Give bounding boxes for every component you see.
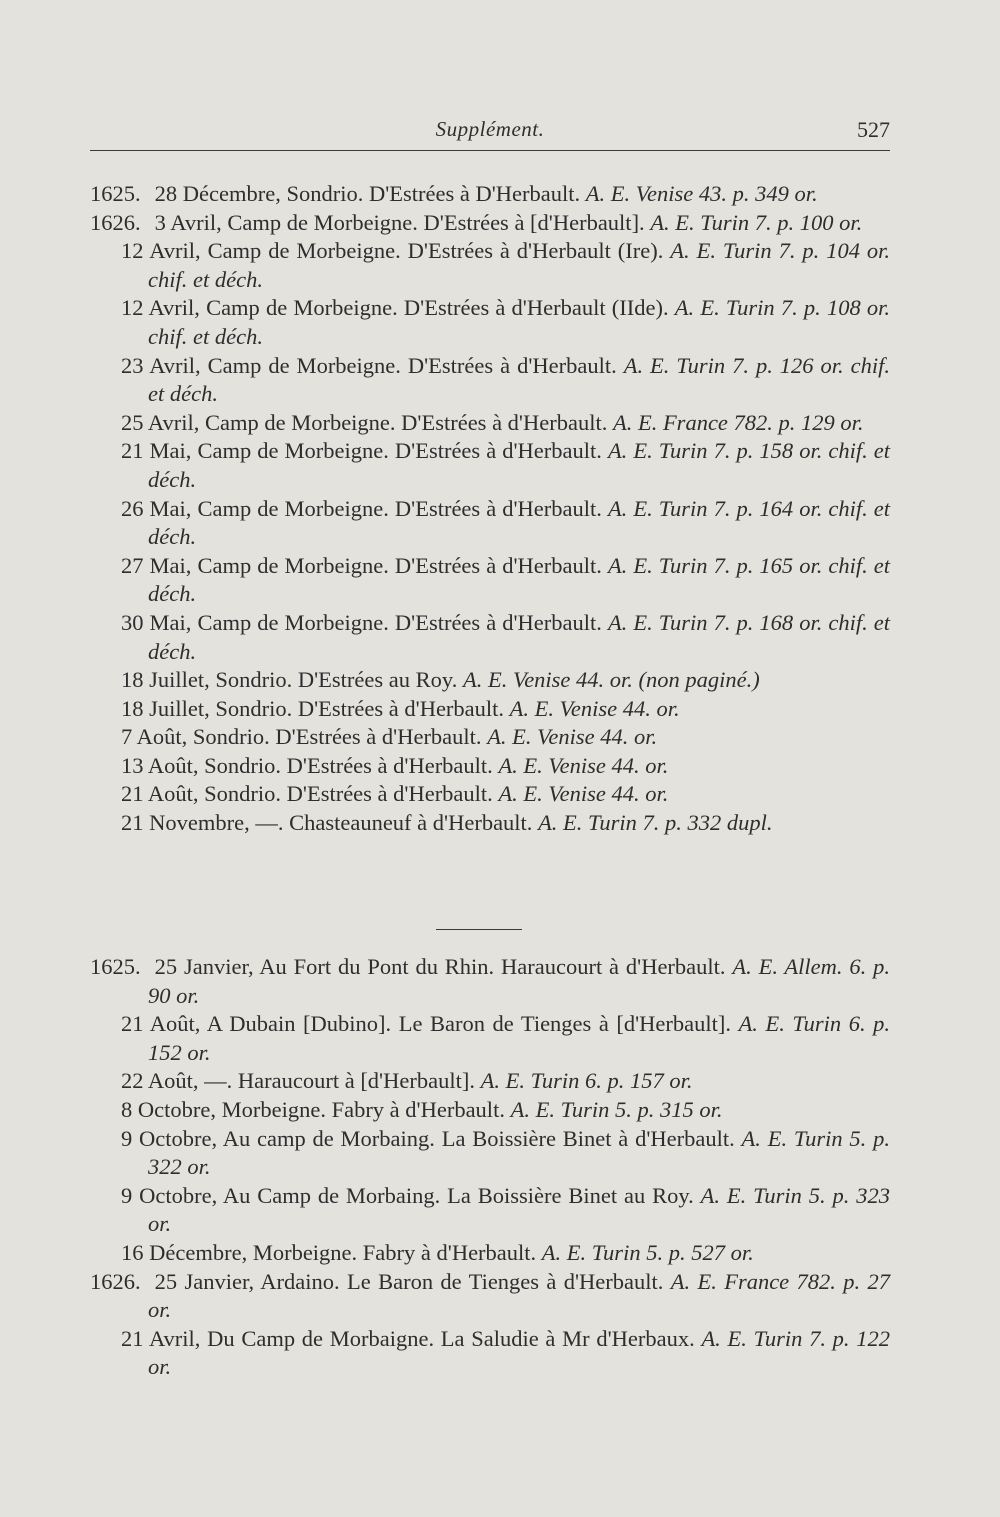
entry-citation: A. E. Venise 43. p. 349 or.	[585, 181, 818, 206]
entry-citation: A. E. Turin 7. p. 100 or.	[650, 209, 863, 235]
entry-text: 30 Mai, Camp de Morbeigne. D'Estrées à d'Herbault.	[121, 609, 602, 635]
section-separator	[436, 929, 522, 930]
entry-citation: A. E. Turin 7. p. 164 or. chif. et déch.	[148, 495, 891, 550]
entry-text: 28 Décembre, Sondrio. D'Estrées à D'Herbault.	[154, 181, 581, 206]
entry	[121, 1125, 890, 1182]
entry	[121, 780, 890, 809]
entry-text: 25 Janvier, Au Fort du Pont du Rhin. Haraucourt à d'Herbault.	[154, 954, 726, 979]
entry	[121, 1010, 890, 1067]
entry	[121, 1067, 890, 1096]
entry	[121, 1096, 890, 1125]
entry-text: 3 Avril, Camp de Morbeigne. D'Estrées à [d'Herbault].	[154, 209, 645, 235]
entry-citation: A. E. Turin 5. p. 527 or.	[541, 1239, 754, 1265]
entry-text: 16 Décembre, Morbeigne. Fabry à d'Herbault.	[121, 1239, 537, 1265]
entry	[121, 1182, 890, 1239]
entry-text: 21 Août, A Dubain [Dubino]. Le Baron de Tienges à [d'Herbault].	[121, 1011, 732, 1037]
entry-text: 27 Mai, Camp de Morbeigne. D'Estrées à d'Herbault.	[121, 552, 602, 578]
entry	[121, 437, 891, 494]
entry-text: 21 Mai, Camp de Morbeigne. D'Estrées à d'Herbault.	[121, 438, 602, 464]
entry-citation: A. E. Turin 5. p. 323 or.	[148, 1182, 890, 1237]
entry-text: 8 Octobre, Morbeigne. Fabry à d'Herbault.	[121, 1096, 505, 1122]
entry-citation: A. E. Turin 6. p. 152 or.	[148, 1011, 890, 1065]
entry-text: 22 Août, —. Haraucourt à [d'Herbault].	[121, 1068, 475, 1094]
entry	[121, 294, 891, 351]
entry	[121, 609, 891, 666]
entry-text: 18 Juillet, Sondrio. D'Estrées au Roy.	[121, 667, 458, 693]
entry-text: 25 Janvier, Ardaino. Le Baron de Tienges à d'Herbault.	[154, 1268, 664, 1294]
entry-text: 21 Avril, Du Camp de Morbaigne. La Saludie à Mr d'Herbaux.	[121, 1325, 695, 1351]
entry	[121, 237, 891, 294]
entry-citation: A. E. Turin 7. p. 332 dupl.	[538, 810, 773, 836]
entry-citation: A. E. Turin 7. p. 122 or.	[148, 1325, 890, 1380]
entry-text: 9 Octobre, Au camp de Morbaing. La Boissière Binet à d'Herbault.	[121, 1125, 735, 1151]
entry-citation: A. E. Turin 7. p. 165 or. chif. et déch.	[148, 552, 891, 607]
page-number: 527	[857, 117, 890, 142]
entry	[90, 209, 890, 238]
entry	[121, 723, 890, 752]
entry-citation: A. E. Venise 44. or.	[498, 752, 669, 778]
entry-citation: A. E. Turin 5. p. 322 or.	[148, 1125, 890, 1180]
entry-citation: A. E. Turin 6. p. 157 or.	[480, 1068, 693, 1094]
entry-citation: A. E. Turin 7. p. 158 or. chif. et déch.	[148, 438, 891, 492]
entry-citation: A. E. Venise 44. or.	[509, 695, 680, 721]
entry-text: 9 Octobre, Au Camp de Morbaing. La Boissière Binet au Roy.	[121, 1182, 694, 1208]
entry-citation: A. E. Turin 7. p. 104 or. chif. et déch.	[148, 238, 891, 292]
entry-text: 25 Avril, Camp de Morbeigne. D'Estrées à d'Herbault.	[121, 409, 608, 435]
entry-text: 23 Avril, Camp de Morbeigne. D'Estrées à d'Herbault.	[121, 352, 617, 378]
entry-text: 13 Août, Sondrio. D'Estrées à d'Herbault.	[121, 752, 493, 778]
entry	[90, 180, 890, 209]
entry-citation: A. E. Venise 44. or.	[498, 781, 669, 807]
entries-block-correspondents	[0, 953, 1000, 1382]
entry-text: 7 Août, Sondrio. D'Estrées à d'Herbault.	[121, 724, 482, 750]
entry	[121, 752, 890, 781]
entry	[121, 1325, 890, 1382]
entry-year: 1626.	[90, 1268, 141, 1294]
entry	[121, 1239, 890, 1268]
entry-citation: A. E. Turin 7. p. 126 or. chif. et déch.	[148, 352, 890, 407]
entry	[121, 552, 891, 609]
entry	[121, 695, 890, 724]
entry-citation: A. E. France 782. p. 129 or.	[612, 409, 864, 435]
entry-year: 1626.	[90, 209, 141, 235]
header-rule	[90, 150, 890, 151]
entry-citation: A. E. Turin 7. p. 108 or. chif. et déch.	[148, 295, 891, 349]
entry	[121, 409, 890, 438]
entry-text: 26 Mai, Camp de Morbeigne. D'Estrées à d'Herbault.	[121, 495, 602, 521]
entry-citation: A. E. Turin 7. p. 168 or. chif. et déch.	[148, 609, 891, 664]
entry-text: 12 Avril, Camp de Morbeigne. D'Estrées à d'Herbault (IIde).	[121, 295, 669, 321]
entry-citation: A. E. Allem. 6. p. 90 or.	[148, 954, 890, 1008]
entry-year: 1625.	[90, 181, 141, 206]
entries-block-estrees	[0, 180, 1000, 838]
entry-citation: A. E. Turin 5. p. 315 or.	[510, 1096, 723, 1122]
entry	[121, 495, 891, 552]
entry-text: 21 Novembre, —. Chasteauneuf à d'Herbault.	[121, 810, 533, 836]
entry-citation: A. E. Venise 44. or.	[487, 724, 658, 750]
entry	[90, 953, 890, 1010]
entry	[121, 666, 890, 695]
entry-citation: A. E. Venise 44. or. (non paginé.)	[462, 667, 760, 693]
running-title: Supplément.	[435, 117, 545, 141]
entry	[121, 352, 890, 409]
entry-text: 18 Juillet, Sondrio. D'Estrées à d'Herbault.	[121, 695, 505, 721]
running-header	[90, 117, 890, 149]
entry-citation: A. E. France 782. p. 27 or.	[148, 1268, 890, 1323]
entry	[121, 809, 890, 838]
entry-year: 1625.	[90, 954, 141, 979]
entry-text: 12 Avril, Camp de Morbeigne. D'Estrées à d'Herbault (Ire).	[121, 238, 664, 264]
entry	[90, 1268, 890, 1325]
entry-text: 21 Août, Sondrio. D'Estrées à d'Herbault.	[121, 781, 493, 807]
